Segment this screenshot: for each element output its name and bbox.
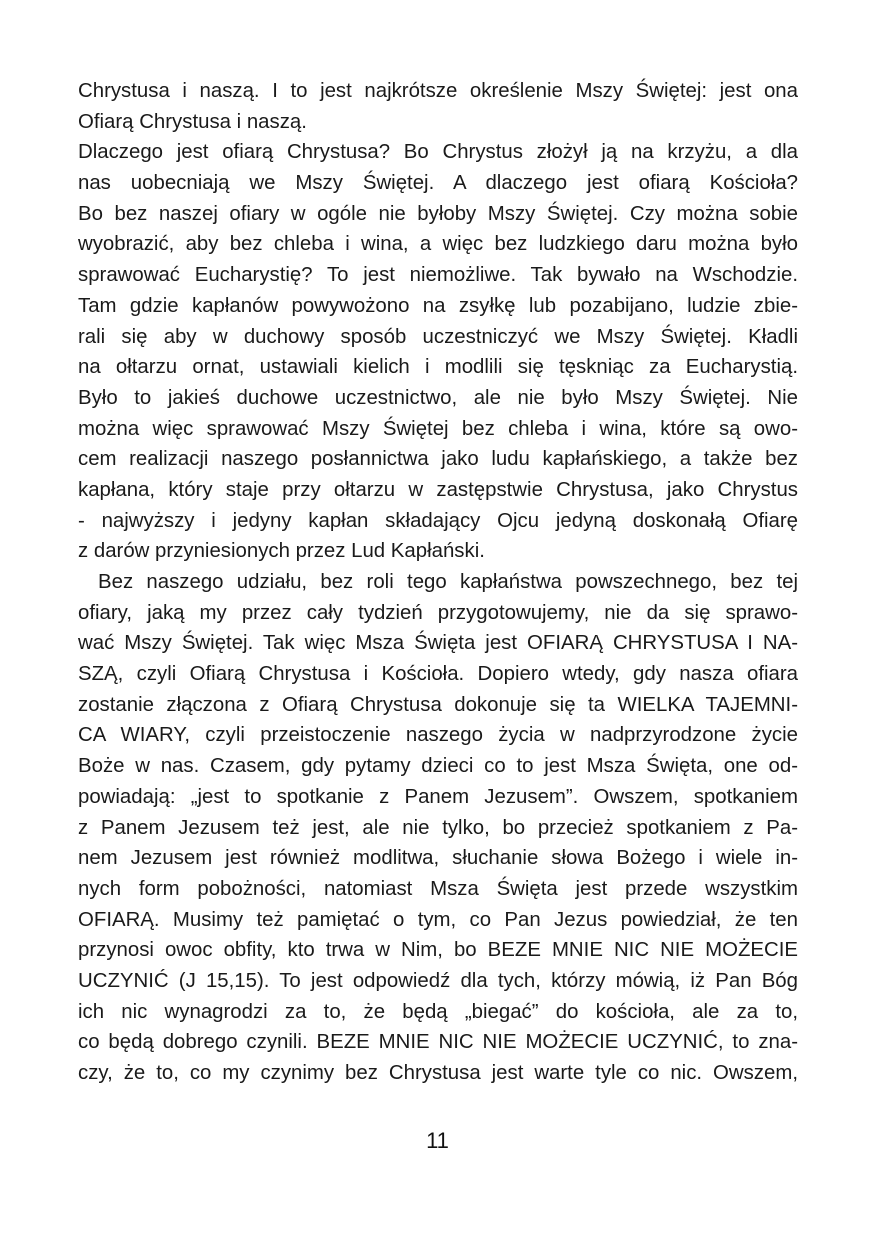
- text-line: z darów przyniesionych przez Lud Kapłański.: [78, 540, 485, 563]
- text-line: co będą dobrego czynili. BEZE MNIE NIC NIE MOŻECIE UCZYNIĆ, to zna-: [78, 1031, 798, 1054]
- text-line: Bo bez naszej ofiary w ogóle nie byłoby Mszy Świętej. Czy można sobie: [78, 202, 798, 225]
- text-line: zostanie złączona z Ofiarą Chrystusa dokonuje się ta WIELKA TAJEMNI-: [78, 693, 798, 716]
- text-line: rali się aby w duchowy sposób uczestniczyć we Mszy Świętej. Kładli: [78, 325, 798, 348]
- text-line: nas uobecniają we Mszy Świętej. A dlaczego jest ofiarą Kościoła?: [78, 172, 798, 195]
- text-line: Ofiarą Chrystusa i naszą.: [78, 110, 307, 133]
- text-line: ofiary, jaką my przez cały tydzień przygotowujemy, nie da się sprawo-: [78, 601, 798, 624]
- text-line: nych form pobożności, natomiast Msza Święta jest przede wszystkim: [78, 877, 798, 900]
- text-line: z Panem Jezusem też jest, ale nie tylko, bo przecież spotkaniem z Pa-: [78, 816, 798, 839]
- text-line: wać Mszy Świętej. Tak więc Msza Święta jest OFIARĄ CHRYSTUSA I NA-: [78, 632, 798, 655]
- text-line: Bez naszego udziału, bez roli tego kapłaństwa powszechnego, bez tej: [98, 571, 798, 593]
- text-line: wyobrazić, aby bez chleba i wina, a więc bez ludzkiego daru można było: [78, 233, 798, 256]
- text-line: CA WIARY, czyli przeistoczenie naszego życia w nadprzyrodzone życie: [78, 724, 798, 747]
- text-line: przynosi owoc obfity, kto trwa w Nim, bo BEZE MNIE NIC NIE MOŻECIE: [78, 939, 798, 962]
- text-line: UCZYNIĆ (J 15,15). To jest odpowiedź dla tych, którzy mówią, iż Pan Bóg: [78, 969, 798, 992]
- text-line: Było to jakieś duchowe uczestnictwo, ale nie było Mszy Świętej. Nie: [78, 386, 798, 409]
- text-line: można więc sprawować Mszy Świętej bez chleba i wina, które są owo-: [78, 417, 798, 440]
- text-line: SZĄ, czyli Ofiarą Chrystusa i Kościoła. Dopiero wtedy, gdy nasza ofiara: [78, 663, 798, 686]
- text-line: kapłana, który staje przy ołtarzu w zastępstwie Chrystusa, jako Chrystus: [78, 478, 798, 501]
- text-line: ich nic wynagrodzi za to, że będą „biegać” do kościoła, ale za to,: [78, 1000, 798, 1023]
- text-line: - najwyższy i jedyny kapłan składający Ojcu jedyną doskonałą Ofiarę: [78, 509, 798, 532]
- text-line: Dlaczego jest ofiarą Chrystusa? Bo Chrystus złożył ją na krzyżu, a dla: [78, 141, 798, 164]
- text-line: Chrystusa i naszą. I to jest najkrótsze określenie Mszy Świętej: jest ona: [78, 80, 798, 102]
- text-line: OFIARĄ. Musimy też pamiętać o tym, co Pan Jezus powiedział, że ten: [78, 908, 798, 931]
- text-line: czy, że to, co my czynimy bez Chrystusa jest warte tyle co nic. Owszem,: [78, 1062, 798, 1084]
- text-line: sprawować Eucharystię? To jest niemożliwe. Tak bywało na Wschodzie.: [78, 264, 798, 287]
- text-line: na ołtarzu ornat, ustawiali kielich i modlili się tęskniąc za Eucharystią.: [78, 356, 798, 379]
- body-text: [78, 76, 798, 1089]
- text-line: Boże w nas. Czasem, gdy pytamy dzieci co to jest Msza Święta, one od-: [78, 755, 798, 778]
- page-number: 11: [426, 1128, 449, 1153]
- text-line: powiadają: „jest to spotkanie z Panem Jezusem”. Owszem, spotkaniem: [78, 785, 798, 808]
- text-line: Tam gdzie kapłanów powywożono na zsyłkę lub pozabijano, ludzie zbie-: [78, 294, 798, 317]
- text-line: cem realizacji naszego posłannictwa jako ludu kapłańskiego, a także bez: [78, 448, 798, 471]
- text-line: nem Jezusem jest również modlitwa, słuchanie słowa Bożego i wiele in-: [78, 847, 798, 870]
